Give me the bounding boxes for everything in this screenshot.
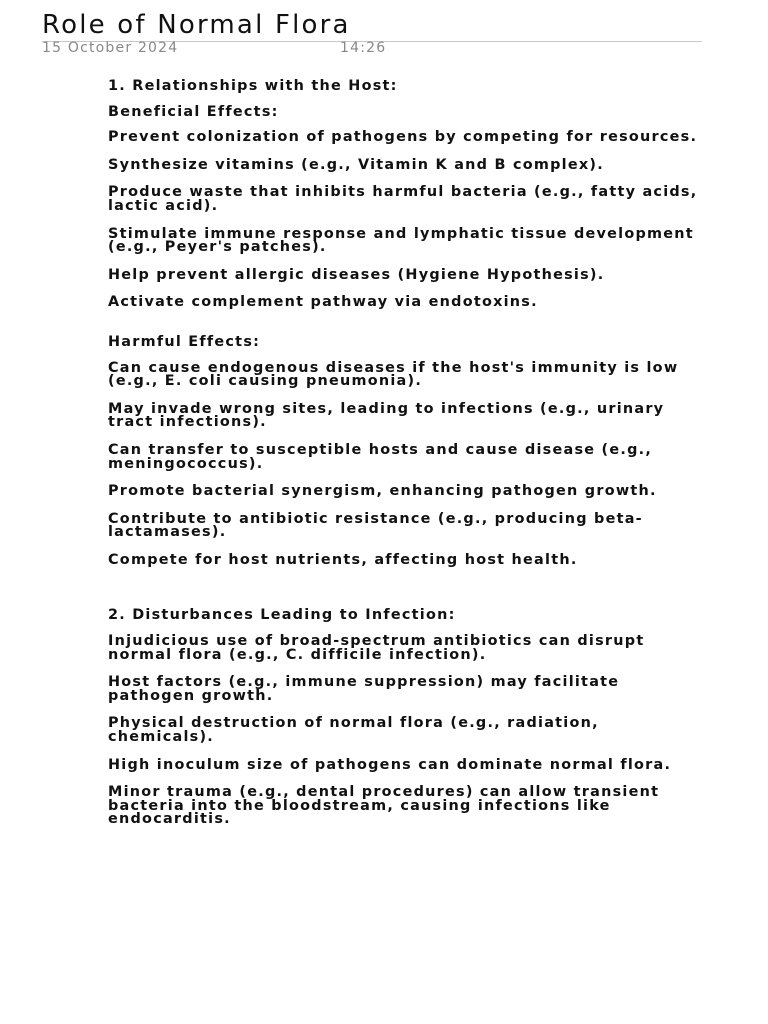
section-heading-disturbances: 2. Disturbances Leading to Infection: bbox=[108, 607, 456, 624]
note-title[interactable]: Role of Normal Flora bbox=[42, 10, 351, 40]
note-date: 15 October 2024 bbox=[42, 40, 179, 56]
list-item: Host factors (e.g., immune suppression) may facilitate pathogen growth. bbox=[108, 674, 620, 704]
list-item: Compete for host nutrients, affecting host health. bbox=[108, 551, 578, 568]
list-item: Can transfer to susceptible hosts and cause disease (e.g., meningococcus). bbox=[108, 441, 653, 472]
subheading-beneficial: Beneficial Effects: bbox=[108, 103, 279, 120]
list-item: Produce waste that inhibits harmful bacteria (e.g., fatty acids, lactic acid). bbox=[108, 184, 698, 214]
list-item: Minor trauma (e.g., dental procedures) can allow transient bacteria into the bloodstream, causing infections like endocarditis. bbox=[108, 784, 660, 828]
list-item: Help prevent allergic diseases (Hygiene Hypothesis). bbox=[108, 266, 605, 283]
list-item: Can cause endogenous diseases if the host's immunity is low (e.g., E. coli causing pneumonia). bbox=[108, 359, 679, 390]
list-item: Synthesize vitamins (e.g., Vitamin K and B complex). bbox=[108, 156, 604, 173]
list-item: High inoculum size of pathogens can dominate normal flora. bbox=[108, 756, 672, 773]
list-item: Stimulate immune response and lymphatic tissue development (e.g., Peyer's patches). bbox=[108, 225, 694, 256]
note-body[interactable] bbox=[108, 80, 698, 841]
list-item: Contribute to antibiotic resistance (e.g., producing beta-lactamases). bbox=[108, 510, 643, 541]
list-item: Prevent colonization of pathogens by competing for resources. bbox=[108, 129, 698, 146]
list-item: May invade wrong sites, leading to infections (e.g., urinary tract infections). bbox=[108, 400, 665, 431]
list-item: Injudicious use of broad-spectrum antibiotics can disrupt normal flora (e.g., C. difficile infection). bbox=[108, 633, 645, 663]
list-item: Physical destruction of normal flora (e.g., radiation, chemicals). bbox=[108, 715, 599, 746]
section-heading-relationships: 1. Relationships with the Host: bbox=[108, 78, 398, 94]
list-item: Promote bacterial synergism, enhancing pathogen growth. bbox=[108, 483, 657, 500]
list-item: Activate complement pathway via endotoxins. bbox=[108, 294, 538, 311]
subheading-harmful: Harmful Effects: bbox=[108, 333, 261, 350]
note-time: 14:26 bbox=[340, 40, 387, 56]
